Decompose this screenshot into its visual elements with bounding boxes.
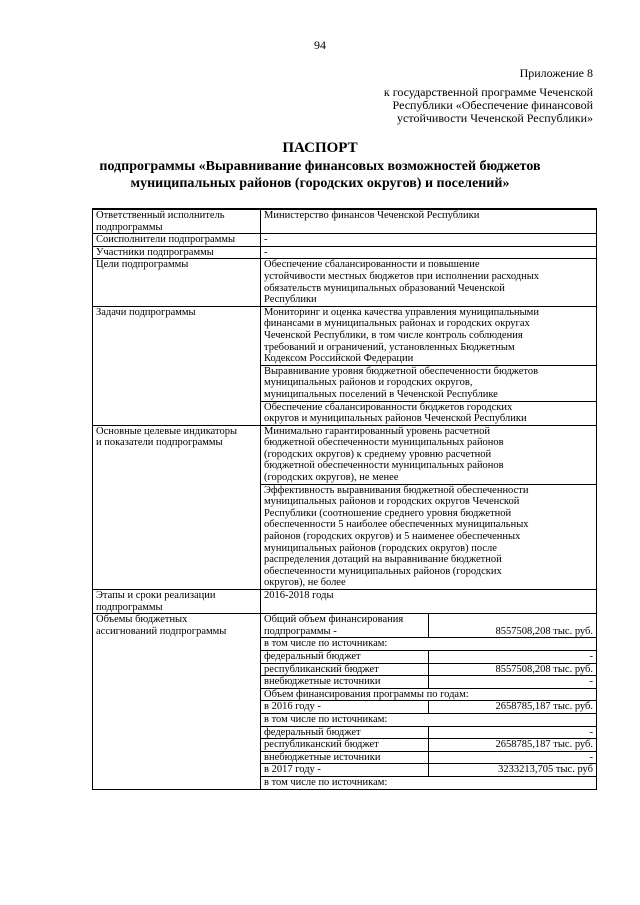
- subtitle-line: подпрограммы «Выравнивание финансовых возможностей бюджетов: [99, 159, 541, 174]
- funding-republic-value: 8557508,208 тыс. руб.: [429, 663, 597, 676]
- stages-label: [93, 590, 261, 614]
- value-line: финансами в муниципальных районах и городских округах: [264, 318, 530, 330]
- value-line: муниципальных поселений в Чеченской Республике: [264, 388, 498, 400]
- value-line: Выравнивание уровня бюджетной обеспеченности бюджетов: [264, 365, 539, 377]
- appendix-description: [353, 86, 593, 125]
- value-line: муниципальных районов (городских округов) после: [264, 542, 497, 554]
- appendix-desc-line: устойчивости Чеченской Республики»: [397, 111, 593, 125]
- value-line: Республики (соотношение среднего уровня бюджетной: [264, 507, 512, 519]
- label-line: Основные целевые индикаторы: [96, 425, 238, 437]
- label-line: подпрограммы: [96, 221, 163, 233]
- task-item: [261, 401, 597, 425]
- value-line: Обеспечение сбалансированности и повышение: [264, 259, 480, 271]
- value-line: обязательств муниципальных образований Чеченской: [264, 282, 505, 294]
- value-line: обеспеченности 5 наиболее обеспеченных муниципальных: [264, 519, 529, 531]
- y2016-label: в 2016 году -: [261, 701, 429, 714]
- label-line: Ответственный исполнитель: [96, 210, 225, 221]
- funding-federal-label: федеральный бюджет: [261, 650, 429, 663]
- value-line: муниципальных районов и городских округов,: [264, 377, 473, 389]
- participants-label: Участники подпрограммы: [93, 246, 261, 259]
- value-line: Чеченской Республики, в том числе контроль соблюдения: [264, 329, 523, 341]
- y2016-value: 2658785,187 тыс. руб.: [429, 701, 597, 714]
- y2016-sources-label: в том числе по источникам:: [261, 713, 597, 726]
- task-item: [261, 306, 597, 365]
- value-line: Кодексом Российской Федерации: [264, 353, 414, 365]
- subtitle-line: муниципальных районов (городских округов) и поселений»: [130, 176, 510, 191]
- indicator-item: [261, 425, 597, 484]
- value-line: бюджетной обеспеченности муниципальных районов: [264, 437, 504, 449]
- value-line: Мониторинг и оценка качества управления муниципальными: [264, 306, 539, 318]
- y2017-label: в 2017 году -: [261, 764, 429, 777]
- y2016-republic-value: 2658785,187 тыс. руб.: [429, 739, 597, 752]
- funding-total-value: 8557508,208 тыс. руб.: [429, 614, 597, 638]
- label-line: и показатели подпрограммы: [96, 437, 223, 449]
- value-line: распределения дотаций на выравнивание бюджетной: [264, 554, 502, 566]
- label-line: ассигнований подпрограммы: [96, 625, 227, 637]
- row-stages: [93, 590, 597, 614]
- y2017-value: 3233213,705 тыс. руб: [429, 764, 597, 777]
- funding-federal-value: -: [429, 650, 597, 663]
- y2016-federal-label: федеральный бюджет: [261, 726, 429, 739]
- goals-value: [261, 259, 597, 306]
- executor-label: [93, 209, 261, 234]
- row-coexecutors: [93, 234, 597, 247]
- value-line: (городских округов), не менее: [264, 472, 399, 484]
- funding-total-label: [261, 614, 429, 638]
- funding-extra-value: -: [429, 676, 597, 689]
- goals-label: Цели подпрограммы: [93, 259, 261, 306]
- y2017-sources-label: в том числе по источникам:: [261, 776, 597, 789]
- value-line: Минимально гарантированный уровень расчетной: [264, 425, 490, 437]
- value-line: обеспеченности муниципальных районов (городских: [264, 565, 502, 577]
- y2016-extra-label: внебюджетные источники: [261, 751, 429, 764]
- appendix-desc-line: к государственной программе Чеченской: [383, 85, 593, 99]
- row-tasks: [93, 306, 597, 365]
- funding-extra-label: внебюджетные источники: [261, 676, 429, 689]
- appendix-desc-line: Республики «Обеспечение финансовой: [392, 98, 593, 112]
- y2016-extra-value: -: [429, 751, 597, 764]
- y2016-republic-label: республиканский бюджет: [261, 739, 429, 752]
- row-indicators: [93, 425, 597, 484]
- row-executor: [93, 209, 597, 234]
- value-line: районов (городских округов) и 5 наименее обеспеченных: [264, 531, 521, 543]
- indicators-label: [93, 425, 261, 589]
- tasks-label: Задачи подпрограммы: [93, 306, 261, 425]
- document-title: ПАСПОРТ: [282, 140, 358, 156]
- value-line: требований и ограничений, установленных Бюджетным: [264, 341, 515, 353]
- label-line: Общий объем финансирования: [264, 614, 404, 626]
- value-line: муниципальных районов и городских округов Чеченской: [264, 496, 520, 508]
- label-line: подпрограммы -: [264, 625, 337, 637]
- row-participants: [93, 246, 597, 259]
- value-line: округов и муниципальных районов Чеченской Республики: [264, 413, 527, 425]
- value-line: округов), не более: [264, 577, 346, 589]
- page-number: 94: [314, 38, 326, 52]
- value-line: (городских округов) к среднему уровню расчетной: [264, 448, 492, 460]
- value-line: бюджетной обеспеченности муниципальных районов: [264, 460, 504, 472]
- task-item: [261, 365, 597, 401]
- value-line: устойчивости местных бюджетов при исполнении расходных: [264, 270, 540, 282]
- funding-years-label: Объем финансирования программы по годам:: [261, 688, 597, 701]
- participants-value: -: [261, 246, 597, 259]
- funding-republic-label: республиканский бюджет: [261, 663, 429, 676]
- funding-sources-label: в том числе по источникам:: [261, 638, 597, 651]
- coexecutors-value: -: [261, 234, 597, 247]
- label-line: Этапы и сроки реализации: [96, 590, 216, 601]
- coexecutors-label: Соисполнители подпрограммы: [93, 234, 261, 247]
- funding-label: [93, 614, 261, 789]
- row-goals: [93, 259, 597, 306]
- label-line: Объемы бюджетных: [96, 614, 188, 626]
- stages-value: 2016-2018 годы: [261, 590, 597, 614]
- document-subtitle: [70, 158, 570, 192]
- passport-table: [92, 208, 597, 790]
- executor-value: Министерство финансов Чеченской Республики: [261, 209, 597, 234]
- value-line: Республики: [264, 294, 317, 306]
- appendix-label: Приложение 8: [519, 66, 593, 80]
- value-line: Обеспечение сбалансированности бюджетов городских: [264, 401, 513, 413]
- y2016-federal-value: -: [429, 726, 597, 739]
- indicator-item: [261, 484, 597, 589]
- row-funding-total: [93, 614, 597, 638]
- value-line: Эффективность выравнивания бюджетной обеспеченности: [264, 484, 529, 496]
- label-line: подпрограммы: [96, 601, 163, 613]
